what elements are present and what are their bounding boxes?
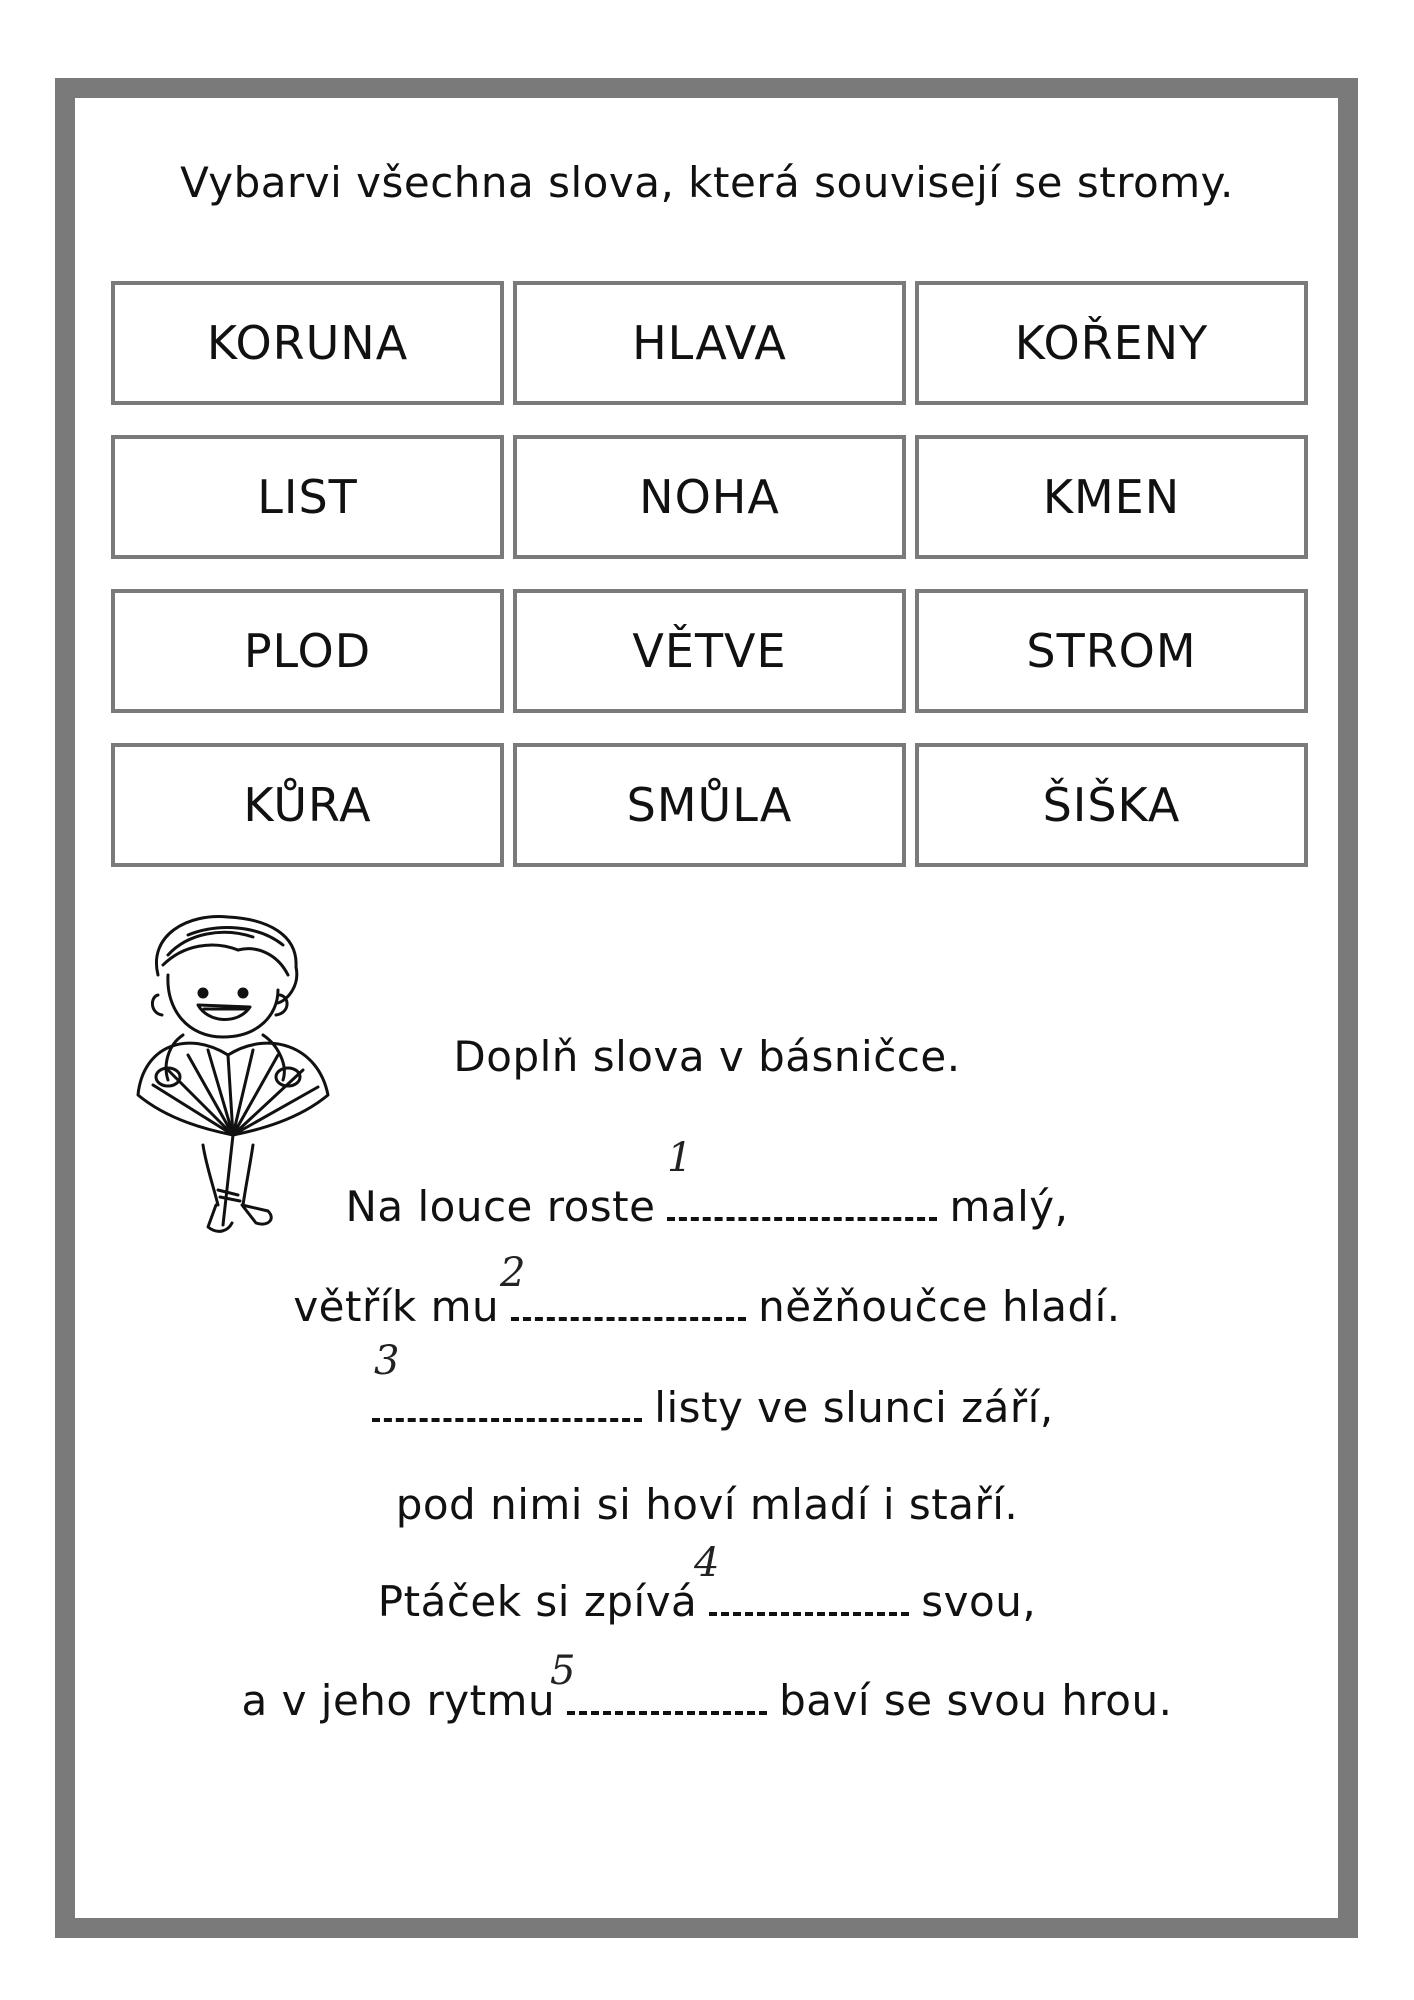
word-box[interactable]: KMEN xyxy=(915,435,1308,559)
blank-number-5: 5 xyxy=(550,1648,576,1694)
word-box[interactable]: KOŘENY xyxy=(915,281,1308,405)
instruction-color-words: Vybarvi všechna slova, která souvisejí se stromy. xyxy=(180,158,1234,207)
poem-text: listy ve slunci září, xyxy=(654,1383,1054,1432)
blank-4[interactable] xyxy=(709,1578,909,1616)
word-box[interactable]: KŮRA xyxy=(111,743,504,867)
blank-number-3: 3 xyxy=(374,1338,400,1384)
poem-text: Na louce roste xyxy=(345,1182,656,1231)
word-grid xyxy=(111,281,1308,867)
word-box[interactable]: STROM xyxy=(915,589,1308,713)
word-box[interactable]: NOHA xyxy=(513,435,906,559)
word-box[interactable]: SMŮLA xyxy=(513,743,906,867)
poem-line-1 xyxy=(0,1182,1414,1231)
blank-number-2: 2 xyxy=(500,1250,526,1296)
word-box[interactable]: PLOD xyxy=(111,589,504,713)
poem-text: něžňoučce hladí. xyxy=(758,1282,1121,1331)
poem-text: malý, xyxy=(949,1182,1069,1231)
poem-line-2 xyxy=(0,1282,1414,1331)
blank-3[interactable] xyxy=(372,1384,642,1422)
word-box[interactable]: ŠIŠKA xyxy=(915,743,1308,867)
poem-text: a v jeho rytmu xyxy=(241,1676,556,1725)
poem-text: baví se svou hrou. xyxy=(779,1676,1173,1725)
poem-line-6 xyxy=(0,1676,1414,1725)
poem-text: svou, xyxy=(921,1577,1037,1626)
instruction-fill-poem: Doplň slova v básničce. xyxy=(453,1032,961,1081)
blank-5[interactable] xyxy=(567,1677,767,1715)
word-box[interactable]: VĚTVE xyxy=(513,589,906,713)
word-box[interactable]: KORUNA xyxy=(111,281,504,405)
poem-line-4: pod nimi si hoví mladí i staří. xyxy=(395,1480,1019,1529)
blank-2[interactable] xyxy=(511,1283,746,1321)
poem-line-3 xyxy=(0,1383,1414,1432)
word-box[interactable]: LIST xyxy=(111,435,504,559)
poem-text: Ptáček si zpívá xyxy=(377,1577,698,1626)
blank-1[interactable] xyxy=(667,1183,937,1221)
word-box[interactable]: HLAVA xyxy=(513,281,906,405)
blank-number-4: 4 xyxy=(694,1540,720,1586)
poem-text: větřík mu xyxy=(293,1282,500,1331)
blank-number-1: 1 xyxy=(667,1135,693,1181)
